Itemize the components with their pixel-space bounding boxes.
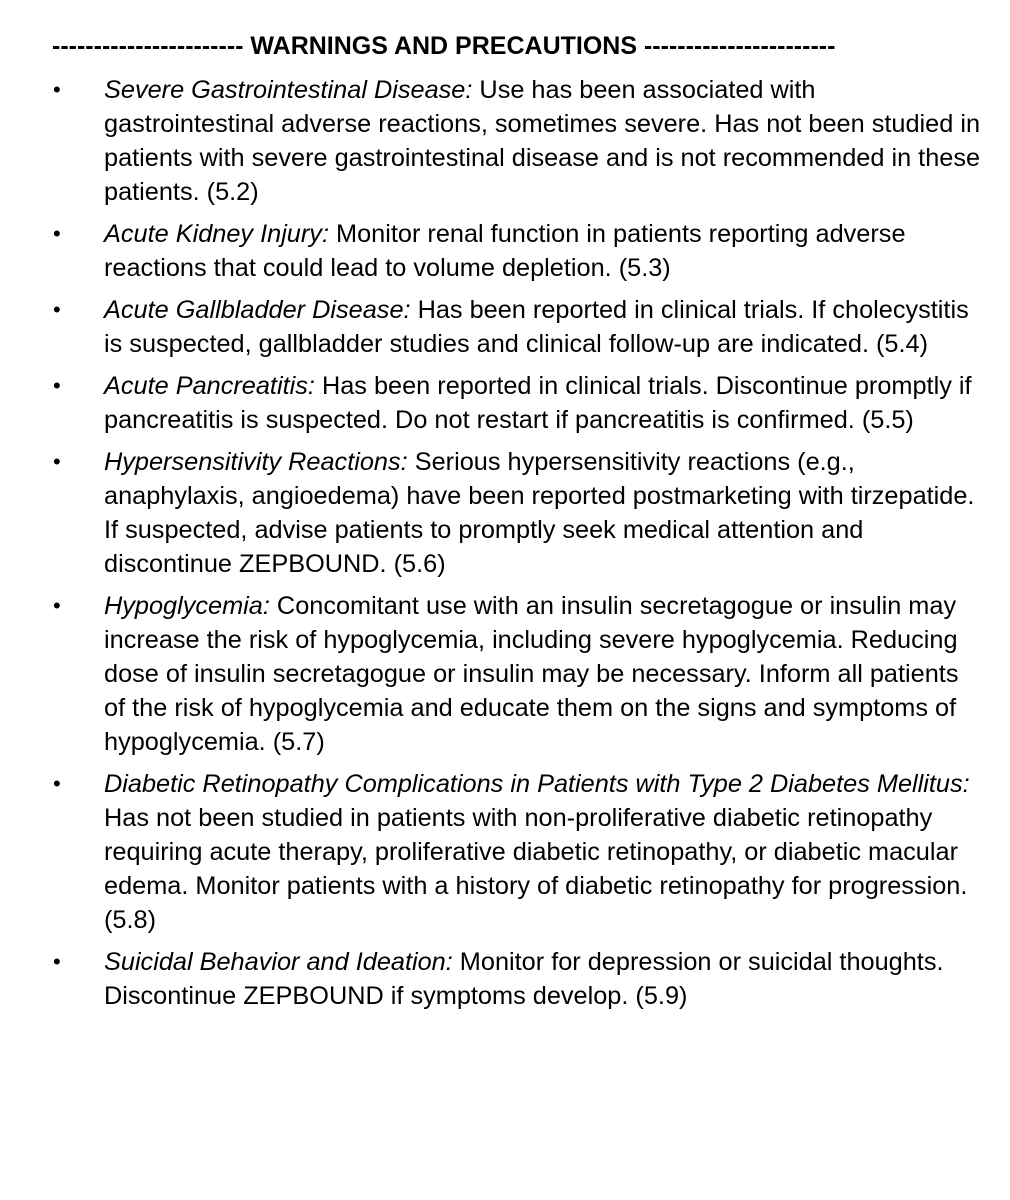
warning-term: Acute Pancreatitis: [104, 372, 315, 400]
warning-text: Concomitant use with an insulin secretagogue or insulin may increase the risk of hypoglycemia, including severe hypoglycemia. Reducing dose of insulin secretagogue or insulin may be necessary. Inform all patients of the risk of hypoglycemia and educate them on the signs and symptoms of hypoglycemia. (5.7) [104, 592, 959, 756]
list-item-suicidal-behavior [0, 945, 984, 1013]
warning-text: Use has been associated with gastrointestinal adverse reactions, sometimes severe. Has not been studied in patients with severe gastrointestinal disease and is not recommended in these patients. (5.2) [104, 76, 981, 206]
warning-term: Hypersensitivity Reactions: [104, 448, 408, 476]
bullet-icon: • [53, 771, 61, 796]
list-item-hypersensitivity-reactions [0, 445, 984, 581]
warning-term: Hypoglycemia: [104, 592, 270, 620]
list-item-hypoglycemia [0, 589, 984, 759]
bullet-icon: • [53, 221, 61, 246]
warnings-list [0, 73, 1010, 1021]
warning-term: Acute Kidney Injury: [104, 220, 329, 248]
section-heading: ----------------------- WARNINGS AND PRECAUTIONS ----------------------- [52, 32, 836, 60]
warning-text: Has been reported in clinical trials. If cholecystitis is suspected, gallbladder studies and clinical follow-up are indicated. (5.4) [104, 296, 969, 358]
bullet-icon: • [53, 373, 61, 398]
list-item-acute-kidney-injury [0, 217, 984, 285]
warning-text: Has been reported in clinical trials. Discontinue promptly if pancreatitis is suspected. Do not restart if pancreatitis is confirmed. (5.5) [104, 372, 972, 434]
warning-term: Acute Gallbladder Disease: [104, 296, 411, 324]
bullet-icon: • [53, 949, 61, 974]
warning-term: Diabetic Retinopathy Complications in Patients with Type 2 Diabetes Mellitus: [104, 770, 970, 798]
bullet-icon: • [53, 449, 61, 474]
list-item-diabetic-retinopathy [0, 767, 984, 937]
warning-text: Has not been studied in patients with non-proliferative diabetic retinopathy requiring acute therapy, proliferative diabetic retinopathy, or diabetic macular edema. Monitor patients with a history of diabetic retinopathy for progression. (5.8) [104, 804, 968, 934]
list-item-acute-gallbladder-disease [0, 293, 984, 361]
warning-term: Severe Gastrointestinal Disease: [104, 76, 473, 104]
list-item-severe-gi-disease [0, 73, 984, 209]
bullet-icon: • [53, 593, 61, 618]
list-item-acute-pancreatitis [0, 369, 984, 437]
warning-term: Suicidal Behavior and Ideation: [104, 948, 453, 976]
bullet-icon: • [53, 77, 61, 102]
warning-text: Monitor renal function in patients reporting adverse reactions that could lead to volume depletion. (5.3) [104, 220, 906, 282]
warning-text: Monitor for depression or suicidal thoughts. Discontinue ZEPBOUND if symptoms develop. (5.9) [104, 948, 944, 1010]
bullet-icon: • [53, 297, 61, 322]
warning-text: Serious hypersensitivity reactions (e.g., anaphylaxis, angioedema) have been reported postmarketing with tirzepatide. If suspected, advise patients to promptly seek medical attention and discontinue ZEPBOUND. (5.6) [104, 448, 975, 578]
